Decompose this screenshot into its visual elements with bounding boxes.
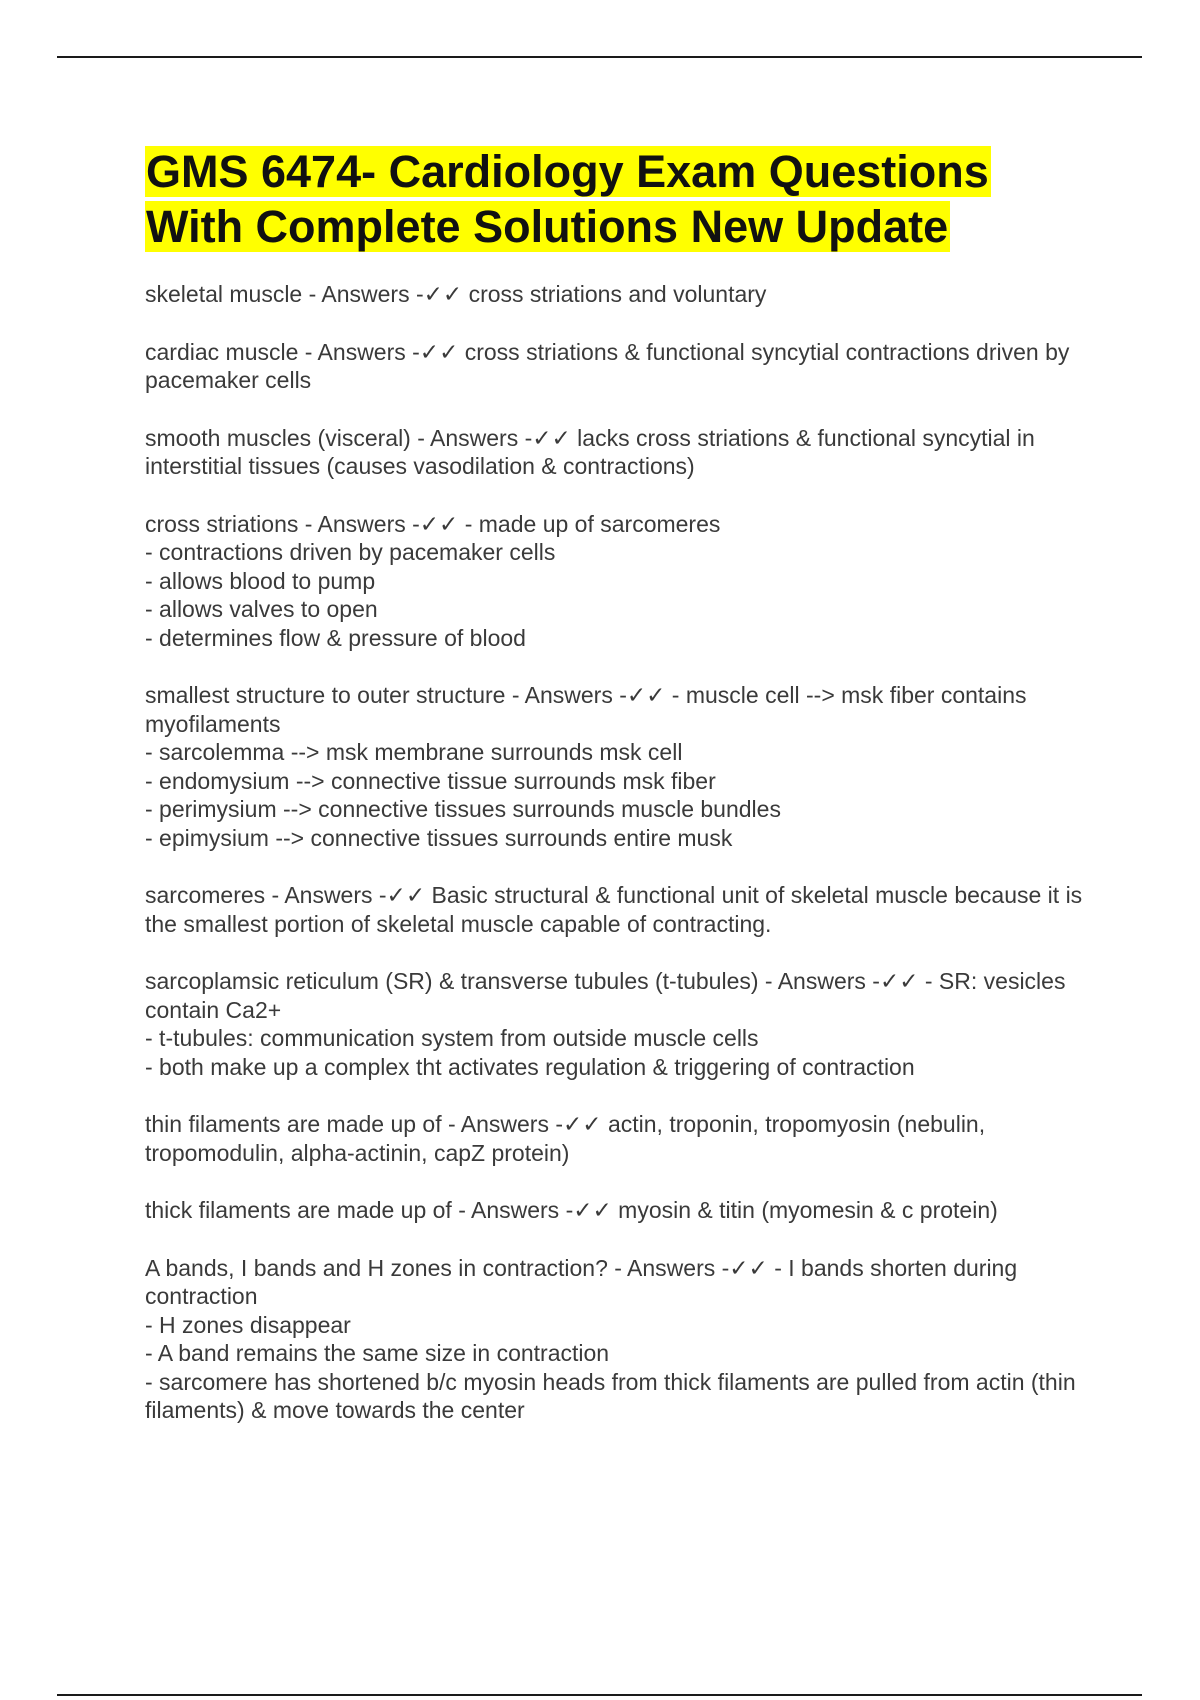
document-title <box>145 144 1095 254</box>
qa-cardiac-muscle: cardiac muscle - Answers -✓✓ cross striations & functional syncytial contractions driven by pacemaker cells <box>145 338 1070 393</box>
qa-cross-striations: cross striations - Answers -✓✓ - made up of sarcomeres - contractions driven by pacemaker cells - allows blood to pump - allows valves to open - determines flow & pressure of blood <box>145 510 721 651</box>
top-rule <box>57 56 1142 58</box>
title-line-1: GMS 6474- Cardiology Exam Questions <box>146 146 989 197</box>
qa-smooth-muscles: smooth muscles (visceral) - Answers -✓✓ lacks cross striations & functional syncytial in interstitial tissues (causes vasodilation & contractions) <box>145 424 1035 479</box>
qa-bands-zones: A bands, I bands and H zones in contraction? - Answers -✓✓ - I bands shorten during contraction - H zones disappear - A band remains the same size in contraction - sarcomere has shortened b/c myosin heads from thick filaments are pulled from actin (thin filaments) & move towards the center <box>145 1254 1076 1423</box>
document-body <box>145 144 1095 1454</box>
bottom-rule <box>57 1694 1142 1696</box>
qa-thick-filaments: thick filaments are made up of - Answers -✓✓ myosin & titin (myomesin & c protein) <box>145 1197 998 1223</box>
title-line-2: With Complete Solutions New Update <box>146 201 949 252</box>
qa-thin-filaments: thin filaments are made up of - Answers -✓✓ actin, troponin, tropomyosin (nebulin, tropomodulin, alpha-actinin, capZ protein) <box>145 1111 986 1166</box>
qa-sarcoplasmic-reticulum: sarcoplamsic reticulum (SR) & transverse tubules (t-tubules) - Answers -✓✓ - SR: vesicles contain Ca2+ - t-tubules: communication system from outside muscle cells - both make up a complex tht activates regulation & triggering of contraction <box>145 968 1066 1080</box>
qa-sarcomeres: sarcomeres - Answers -✓✓ Basic structural & functional unit of skeletal muscle because it is the smallest portion of skeletal muscle capable of contracting. <box>145 882 1083 937</box>
qa-smallest-structure: smallest structure to outer structure - Answers -✓✓ - muscle cell --> msk fiber contains myofilaments - sarcolemma --> msk membrane surrounds msk cell - endomysium --> connective tissue surrounds msk fiber - perimysium --> connective tissues surrounds muscle bundles - epimysium --> connective tissues surrounds entire musk <box>145 682 1027 851</box>
qa-skeletal-muscle: skeletal muscle - Answers -✓✓ cross striations and voluntary <box>145 281 767 307</box>
